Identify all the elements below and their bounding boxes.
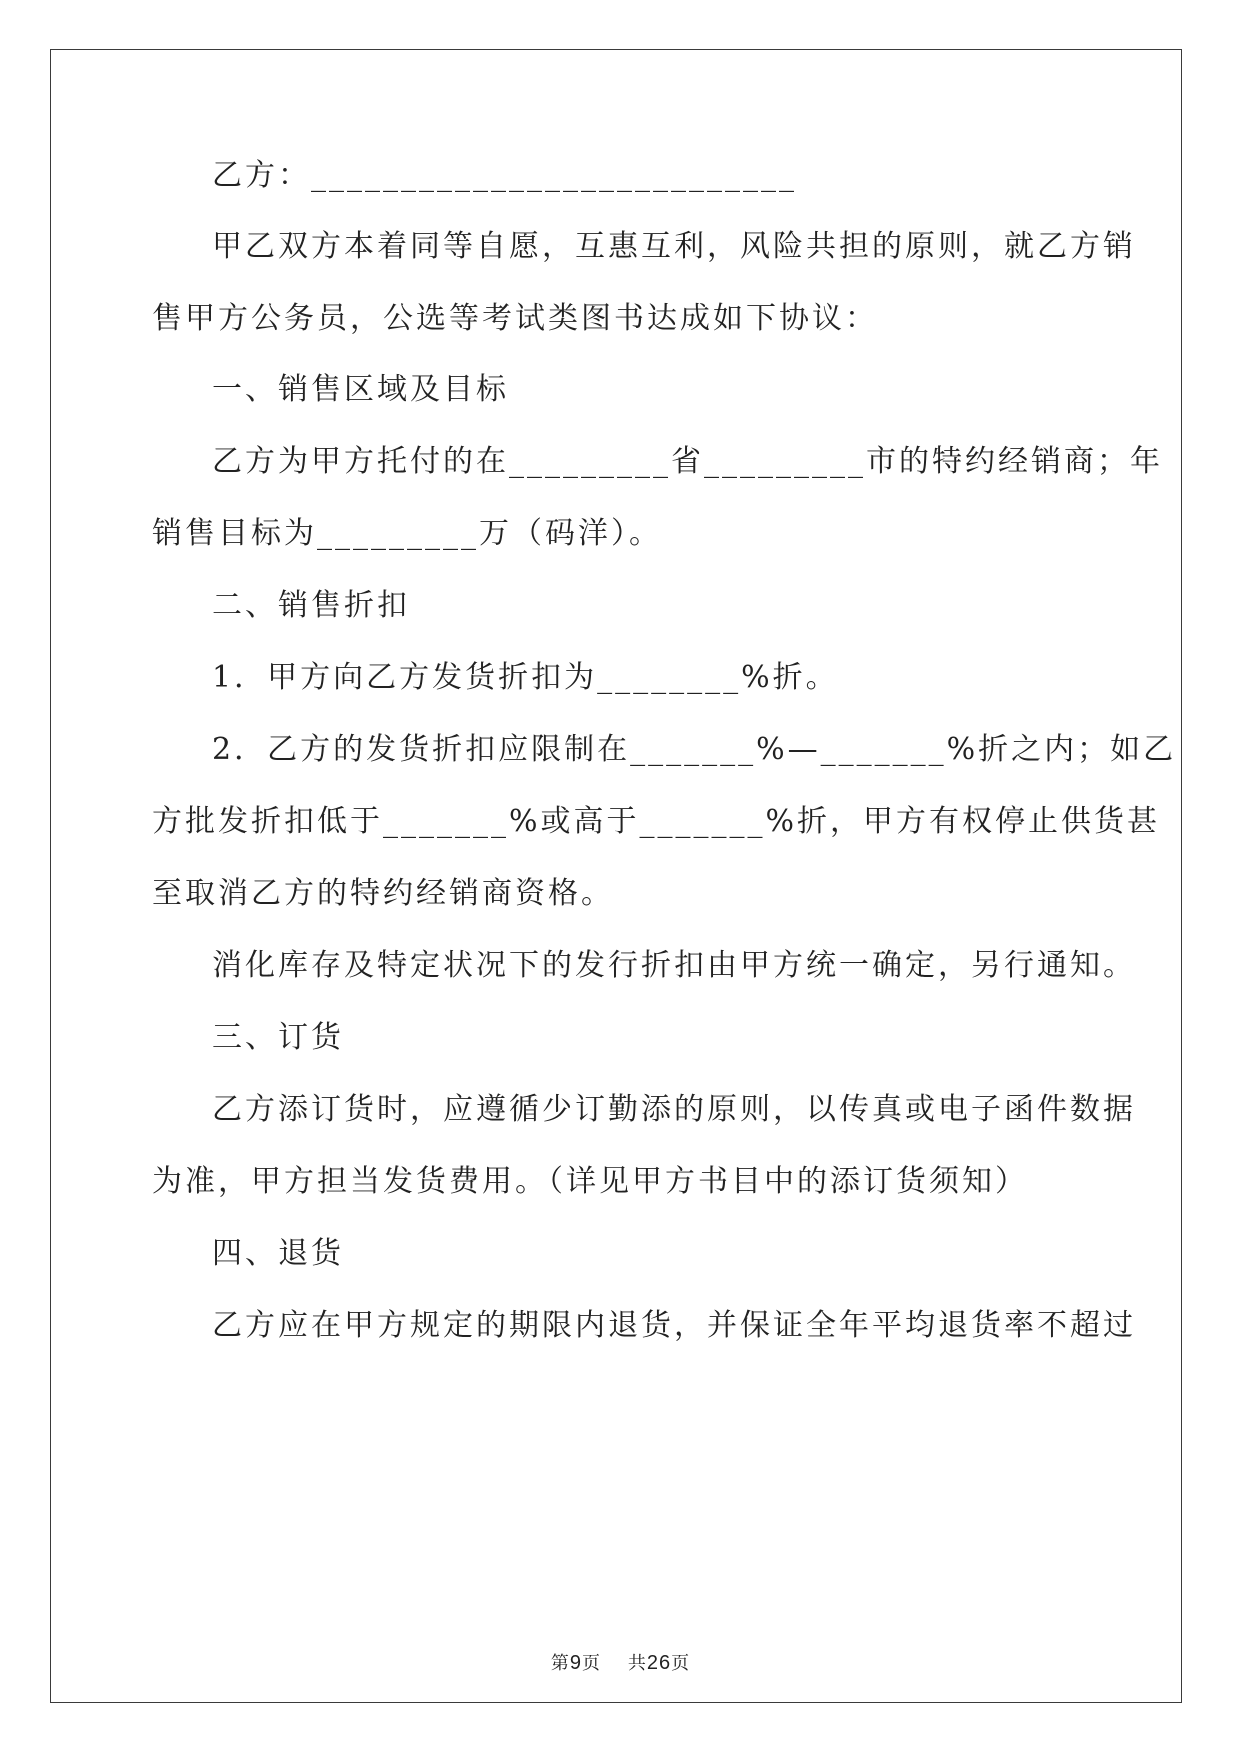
paragraph-line: 方批发折扣低于_______%或高于_______%折，甲方有权停止供货甚 (152, 804, 1161, 839)
paragraph-line: 乙方为甲方托付的在_________省_________市的特约经销商；年 (212, 444, 1163, 479)
paragraph-line: 1．甲方向乙方发货折扣为________%折。 (212, 660, 839, 695)
total-prefix: 共 (627, 1653, 647, 1674)
paragraph-line: 2．乙方的发货折扣应限制在_______%—_______%折之内；如乙 (212, 732, 1177, 767)
page-footer (0, 1651, 1241, 1676)
page-total: 26 (646, 1652, 672, 1674)
paragraph-line: 为准，甲方担当发货费用。（详见甲方书目中的添订货须知） (152, 1164, 1028, 1199)
page-unit: 页 (581, 1653, 601, 1674)
party-b-line: 乙方：___________________________ (212, 158, 797, 193)
section-heading: 二、销售折扣 (212, 588, 410, 623)
total-unit: 页 (671, 1653, 691, 1674)
paragraph-line: 甲乙双方本着同等自愿，互惠互利，风险共担的原则，就乙方销 (212, 229, 1136, 264)
page-prefix: 第 (550, 1653, 570, 1674)
paragraph-line: 乙方应在甲方规定的期限内退货，并保证全年平均退货率不超过 (212, 1308, 1136, 1343)
section-heading: 三、订货 (212, 1020, 344, 1055)
paragraph-line: 售甲方公务员，公选等考试类图书达成如下协议： (152, 301, 878, 336)
paragraph-line: 销售目标为_________万（码洋）。 (152, 516, 662, 551)
section-heading: 一、销售区域及目标 (212, 372, 509, 407)
section-heading: 四、退货 (212, 1236, 344, 1271)
page-current: 9 (569, 1652, 582, 1674)
paragraph-line: 消化库存及特定状况下的发行折扣由甲方统一确定，另行通知。 (212, 948, 1136, 983)
paragraph-line: 乙方添订货时，应遵循少订勤添的原则，以传真或电子函件数据 (212, 1092, 1136, 1127)
paragraph-line: 至取消乙方的特约经销商资格。 (152, 876, 614, 911)
